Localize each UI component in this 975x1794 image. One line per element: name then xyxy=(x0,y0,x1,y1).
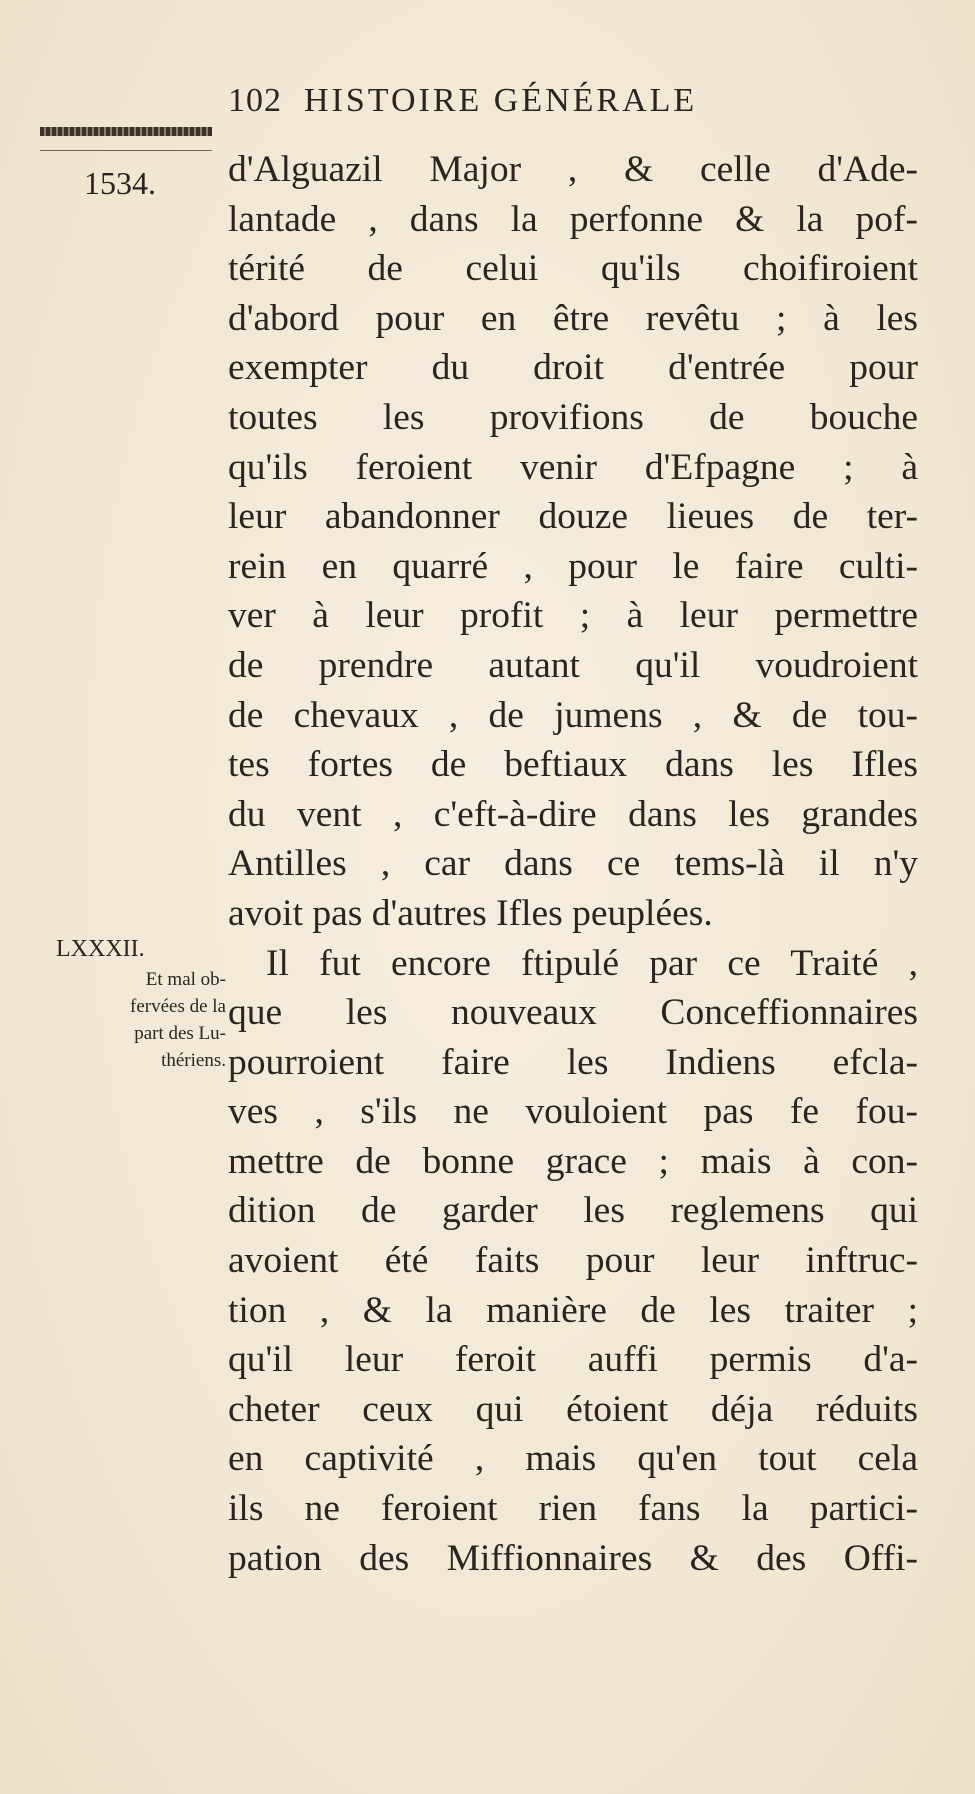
body-line: pation des Miffionnaires & des Offi- xyxy=(228,1537,918,1579)
running-title: HISTOIRE GÉNÉRALE xyxy=(304,82,698,119)
body-line: rein en quarré , pour le faire culti- xyxy=(228,545,918,587)
body-line: pourroient faire les Indiens efcla- xyxy=(228,1041,918,1083)
margin-note xyxy=(40,966,226,1074)
body-line: toutes les provifions de bouche xyxy=(228,396,918,438)
header-rule xyxy=(40,150,212,151)
header-ornament xyxy=(40,127,212,136)
margin-section-number: LXXXII. xyxy=(56,936,145,962)
body-line: de prendre autant qu'il voudroient xyxy=(228,644,918,686)
body-line: tes fortes de beftiaux dans les Ifles xyxy=(228,744,918,786)
body-line: de chevaux , de jumens , & de tou- xyxy=(228,694,918,736)
body-line: avoient été faits pour leur inftruc- xyxy=(228,1240,918,1282)
body-line: tion , & la manière de les traiter ; xyxy=(228,1289,918,1331)
body-line: qu'ils feroient venir d'Efpagne ; à xyxy=(228,446,918,488)
margin-note-line: fervées de la xyxy=(130,996,226,1017)
page-number: 102 xyxy=(228,82,282,119)
body-line: ils ne feroient rien fans la partici- xyxy=(228,1488,918,1530)
margin-year: 1534. xyxy=(84,165,156,201)
body-text xyxy=(228,145,918,1583)
margin-note-line: thériens. xyxy=(161,1050,226,1071)
body-line: dition de garder les reglemens qui xyxy=(228,1190,918,1232)
body-line: leur abandonner douze lieues de ter- xyxy=(228,496,918,538)
body-line: du vent , c'eft-à-dire dans les grandes xyxy=(228,793,918,835)
body-line: d'abord pour en être revêtu ; à les xyxy=(228,297,918,339)
running-header xyxy=(228,82,868,120)
body-line: qu'il leur feroit auffi permis d'a- xyxy=(228,1339,918,1381)
body-line: exempter du droit d'entrée pour xyxy=(228,347,918,389)
body-line: ves , s'ils ne vouloient pas fe fou- xyxy=(228,1091,918,1133)
body-line: ver à leur profit ; à leur permettre xyxy=(228,595,918,637)
body-line: mettre de bonne grace ; mais à con- xyxy=(228,1140,918,1182)
body-line: que les nouveaux Conceffionnaires xyxy=(228,992,918,1034)
body-line: térité de celui qu'ils choifiroient xyxy=(228,248,918,290)
margin-note-line: part des Lu- xyxy=(134,1023,226,1044)
body-line: Il fut encore ftipulé par ce Traité , xyxy=(266,942,918,984)
body-line: d'Alguazil Major , & celle d'Ade- xyxy=(228,149,918,190)
body-line: Antilles , car dans ce tems-là il n'y xyxy=(228,843,918,885)
body-line: lantade , dans la perfonne & la pof- xyxy=(228,198,918,240)
body-line: cheter ceux qui étoient déja réduits xyxy=(228,1388,918,1430)
body-line: en captivité , mais qu'en tout cela xyxy=(228,1438,918,1480)
body-line: avoit pas d'autres Ifles peuplées. xyxy=(228,892,713,934)
margin-note-line: Et mal ob- xyxy=(145,969,226,990)
